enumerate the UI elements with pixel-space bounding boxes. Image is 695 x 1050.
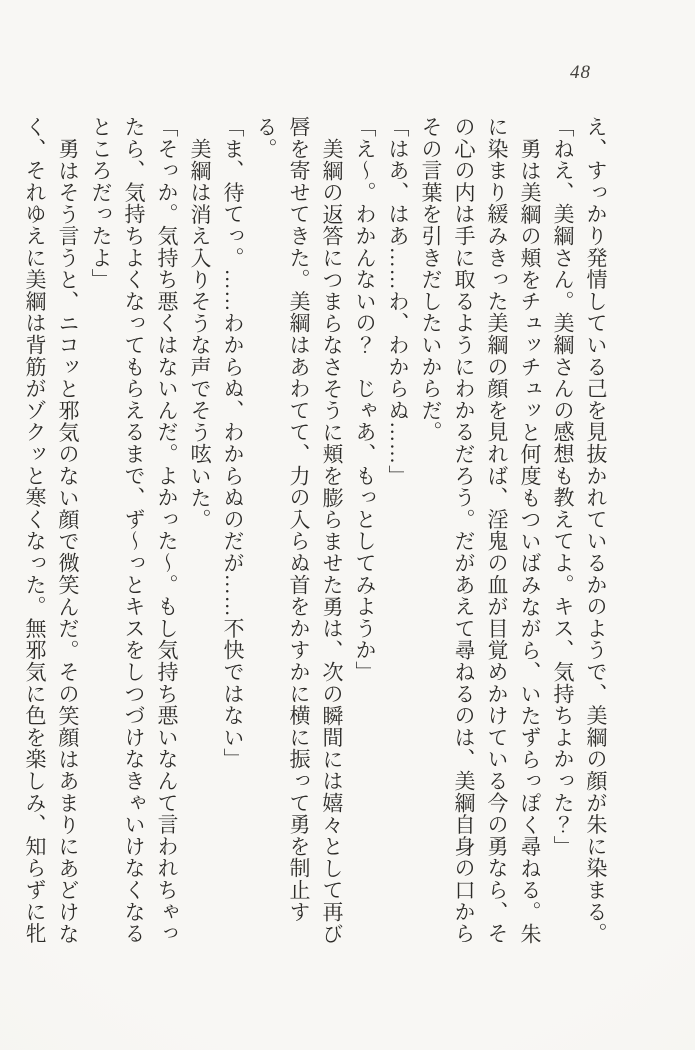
- paragraph-dialogue: [84, 116, 183, 950]
- hanging-punctuation: 。: [254, 137, 278, 160]
- paragraph-text: 「ねえ、美綱さん。美綱さんの感想も教えてよ。キス、気持ちよかった？」: [551, 116, 575, 858]
- paragraph-dialogue: [381, 116, 414, 950]
- paragraph-text: 美綱は消え入りそうな声でそう呟いた。: [188, 138, 212, 531]
- paragraph-text: え、すっかり発情している己を見抜かれているかのようで、美綱の顔が朱に染まる。: [584, 116, 608, 945]
- paragraph-text: 勇はそう言うと、ニコッと邪気のない顔で微笑んだ。その笑顔はあまりにあどけなく、それゆえに美綱は背筋がゾクッと寒くなった。無邪気に色を楽しみ、知らずに牝: [23, 116, 80, 945]
- paragraph-dialogue: [348, 116, 381, 950]
- paragraph-dialogue: [546, 116, 579, 950]
- paragraph-text: 「そっか。気持ち悪くはないんだ。よかった〜。もし気持ち悪いなんて言われちゃったら、気持ちよくなってもらえるまで、ず〜っとキスをしつづけなきゃいけなくなるところだったよ」: [89, 116, 179, 945]
- paragraph-text: 「え〜。わかんないの？ じゃあ、もっとしてみようか」: [353, 116, 377, 683]
- paragraph-text: 「はあ、はあ……わ、わからぬ……」: [386, 116, 410, 487]
- paragraph: [18, 116, 84, 950]
- paragraph-dialogue: [216, 116, 249, 950]
- paragraph: [183, 116, 216, 950]
- paragraph-text: 美綱の返答につまらなさそうに頬を膨らませた勇は、次の瞬間には嬉々として再び唇を寄せてきた。美綱はあわてて、力の入らぬ首をかすかに横に振って勇を制止する: [254, 116, 344, 945]
- paragraph: [579, 116, 612, 950]
- paragraph: [249, 116, 348, 950]
- paragraph-text: 勇は美綱の頬をチュッチュッと何度もついばみながら、いたずらっぽく尋ねる。朱に染まり緩みきった美綱の顔を見れば、淫鬼の血が目覚めかけている今の勇なら、その心の内は手に取るようにわかるだろう。だがあえて尋ねるのは、美綱自身の口からその言葉を引きだしたいからだ。: [419, 116, 542, 945]
- paragraph: [414, 116, 546, 950]
- paragraph-text: 「ま、待てっ。……わからぬ、わからぬのだが……不快ではない」: [221, 116, 245, 770]
- vertical-text-block: [23, 116, 612, 950]
- page-number: 48: [570, 62, 591, 83]
